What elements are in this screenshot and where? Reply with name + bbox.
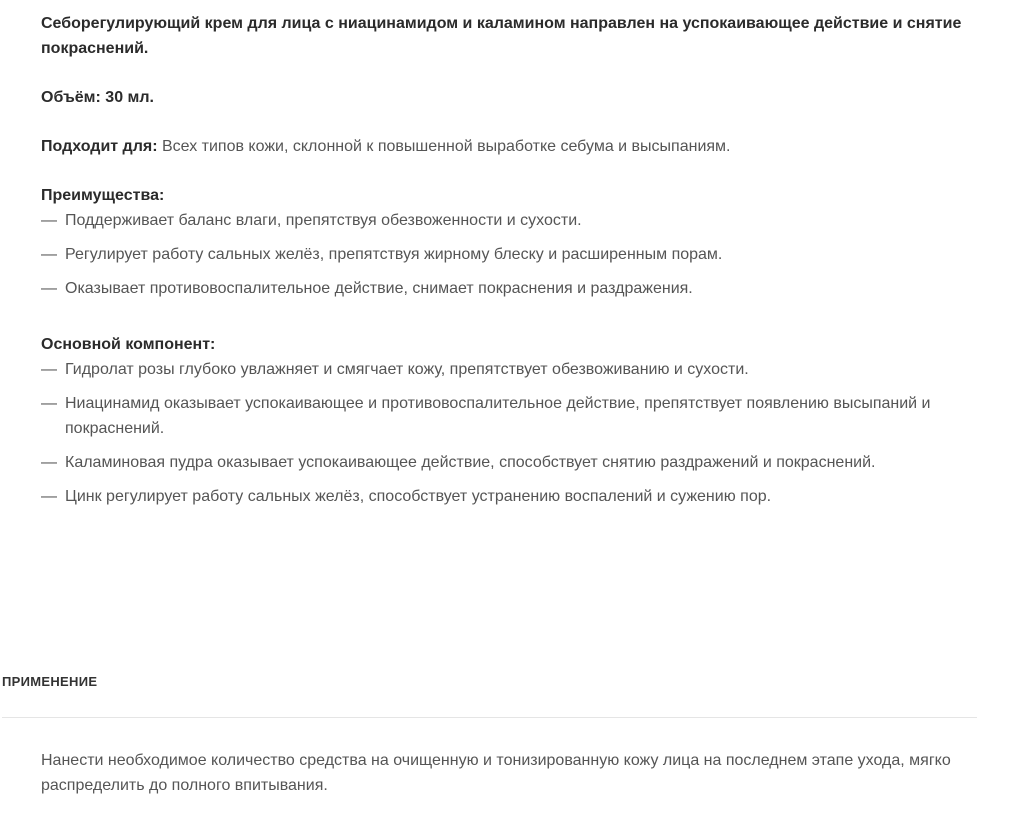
list-item [41, 391, 986, 441]
benefits-heading: Преимущества: [41, 187, 165, 204]
volume-line [41, 85, 986, 110]
dash-mark: — [41, 454, 57, 471]
benefit-text: Регулирует работу сальных желёз, препятствуя жирному блеску и расширенным порам. [65, 246, 723, 263]
dash-mark: — [41, 488, 57, 505]
dash-mark: — [41, 280, 57, 297]
usage-text: Нанести необходимое количество средства на очищенную и тонизированную кожу лица на последнем этапе ухода, мягко распределить до полного впитывания. [41, 752, 951, 794]
dash-mark: — [41, 246, 57, 263]
benefit-text: Поддерживает баланс влаги, препятствуя обезвоженности и сухости. [65, 212, 582, 229]
dash-mark: — [41, 212, 57, 229]
components-list [41, 357, 986, 509]
list-item [41, 276, 986, 301]
list-item [41, 450, 986, 475]
product-description [41, 11, 986, 518]
section-divider [2, 717, 977, 718]
list-item [41, 484, 986, 509]
suits-value: Всех типов кожи, склонной к повышенной выработке себума и высыпаниям. [157, 138, 731, 155]
dash-mark: — [41, 395, 57, 412]
components-heading: Основной компонент: [41, 336, 216, 353]
usage-section-title[interactable]: ПРИМЕНЕНИЕ [2, 674, 98, 689]
product-lead-text: Себорегулирующий крем для лица с ниацинамидом и каламином направлен на успокаивающее действие и снятие покраснений. [41, 15, 962, 57]
component-text: Каламиновая пудра оказывает успокаивающее действие, способствует снятию раздражений и покраснений. [65, 454, 876, 471]
list-item [41, 357, 986, 382]
list-item [41, 242, 986, 267]
list-item [41, 208, 986, 233]
benefits-list [41, 208, 986, 301]
suits-label: Подходит для: [41, 138, 158, 155]
component-text: Гидролат розы глубоко увлажняет и смягчает кожу, препятствует обезвоживанию и сухости. [65, 361, 749, 378]
component-text: Ниацинамид оказывает успокаивающее и противовоспалительное действие, препятствует появлению высыпаний и покраснений. [65, 395, 931, 437]
benefit-text: Оказывает противовоспалительное действие, снимает покраснения и раздражения. [65, 280, 693, 297]
suits-line [41, 134, 986, 159]
volume-label: Объём: 30 мл. [41, 89, 154, 106]
dash-mark: — [41, 361, 57, 378]
component-text: Цинк регулирует работу сальных желёз, способствует устранению воспалений и сужению пор. [65, 488, 772, 505]
